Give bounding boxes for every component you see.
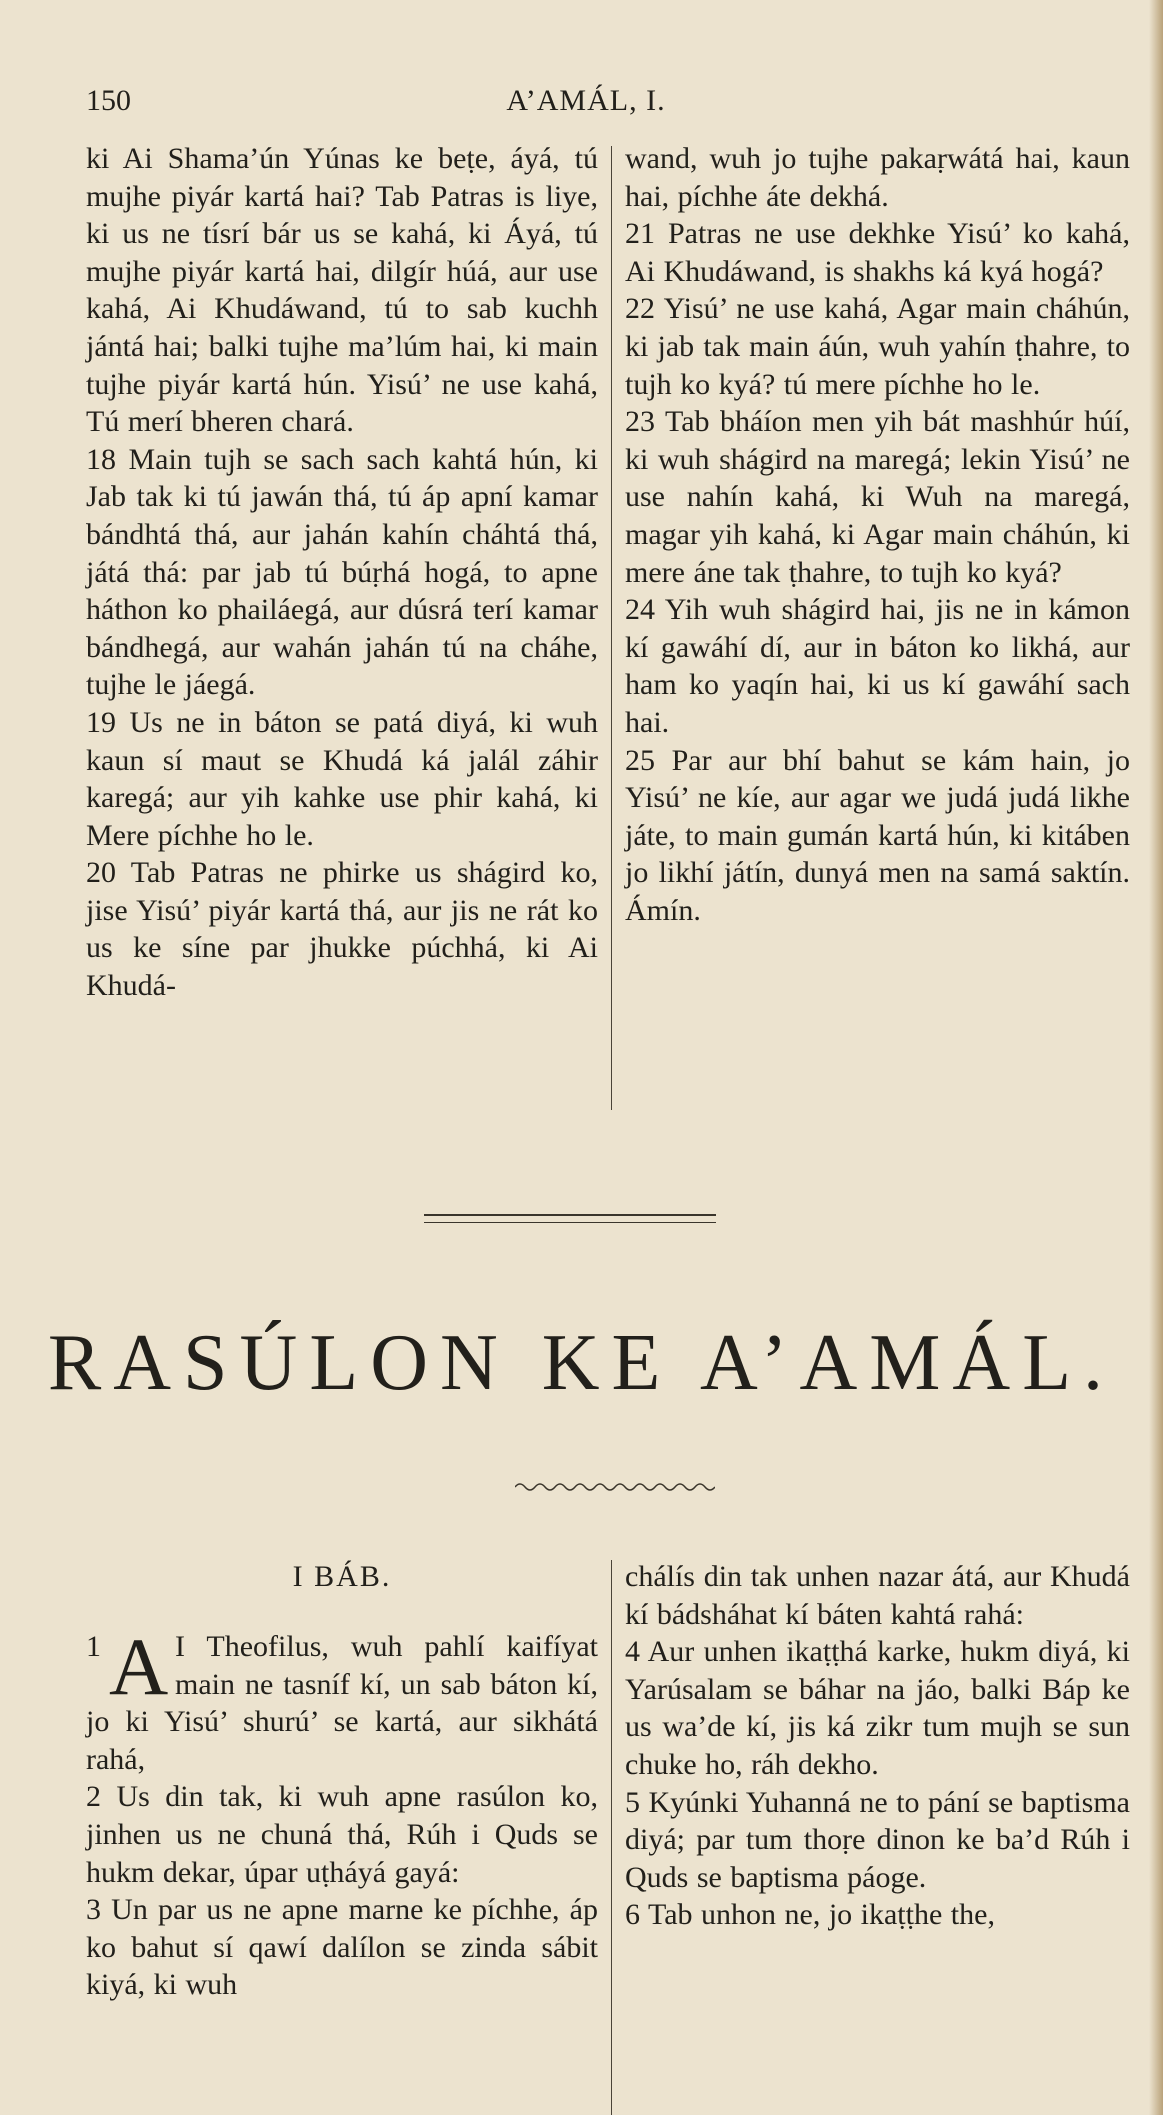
column-divider <box>611 1560 612 2115</box>
verse-1-number: 1 <box>86 1630 101 1663</box>
verse-18: 18 Main tujh se sach sach kahtá hún, ki Jab tak ki tú jawán thá, tú áp apní kamar bándhtá thá, aur jahán kahín cháhtá thá, játá thá: par jab tú búṛhá hogá, to apne háthon ko phailáegá, aur dúsrá terí kamar bándhegá, aur wahán jahán tú na cháhe, tujhe le jáegá. <box>86 442 598 702</box>
verse-19: 19 Us ne in báton se patá diyá, ki wuh kaun sí maut se Khudá ká jalál záhir karegá; aur yih kahke use phir kahá, ki Mere píchhe ho le. <box>86 705 598 852</box>
top-right-column <box>625 140 1130 929</box>
verse-24: 24 Yih wuh shágird hai, jis ne in kámon kí gawáhí dí, aur in báton ko likhá, aur ham ko yaqín hai, ki us kí gawáhí sach hai. <box>625 593 1130 739</box>
column-divider <box>611 146 612 1110</box>
bottom-right-column <box>625 1558 1130 1934</box>
page-header <box>86 84 1126 130</box>
page-edge-shadow <box>1149 0 1163 2115</box>
chapter-heading: I BÁB. <box>292 1560 392 1593</box>
page-number: 150 <box>86 84 131 117</box>
book-title: RASÚLON KE A’AMÁL. <box>47 1319 1116 1407</box>
running-head: A’AMÁL, I. <box>506 84 666 117</box>
paragraph: wand, wuh jo tujhe pakaṛwátá hai, kaun hai, píchhe áte dekhá. <box>625 142 1130 213</box>
verse-23: 23 Tab bháíon men yih bát mashhúr húí, ki wuh shágird na maregá; lekin Yisú’ ne use nahín kahá, ki Wuh na maregá, magar yih kahá, ki Agar main cháhún, ki mere áne tak ṭhahre, to tujh ko kyá? <box>625 405 1130 589</box>
verse-1-text: I Theofilus, wuh pahlí kaifíyat main ne tasníf kí, un sab báton kí, jo ki Yisú’ shurú’ se kartá, aur sikhátá rahá, <box>86 1630 598 1776</box>
verse-4: 4 Aur unhen ikaṭṭhá karke, hukm diyá, ki Yarúsalam se báhar na jáo, balki Báp ke us wa’de kí, jis ká zikr tum mujh se sun chuke ho, ráh dekho. <box>625 1635 1130 1781</box>
verse-21: 21 Patras ne use dekhke Yisú’ ko kahá, Ai Khudáwand, is shakhs ká kyá hogá? <box>625 217 1130 288</box>
bottom-left-column <box>86 1621 598 2004</box>
section-separator-rule <box>424 1214 716 1223</box>
top-left-column <box>86 140 598 1005</box>
verse-6: 6 Tab unhon ne, jo ikaṭṭhe the, <box>625 1898 995 1932</box>
verse-20: 20 Tab Patras ne phirke us shágird ko, jise Yisú’ piyár kartá thá, aur jis ne rát ko us ke síne par jhukke púchhá, ki Ai Khudá- <box>86 856 598 1003</box>
wavy-ornament <box>515 1480 715 1494</box>
verse-3: 3 Un par us ne apne marne ke píchhe, áp ko bahut sí qawí dalílon se zinda sábit kiyá, ki wuh <box>86 1893 598 2002</box>
verse-22: 22 Yisú’ ne use kahá, Agar main cháhún, ki jab tak main áún, wuh yahín ṭhahre, to tujh ko kyá? tú mere píchhe ho le. <box>625 292 1130 401</box>
verse-25: 25 Par aur bhí bahut se kám hain, jo Yisú’ ne kíe, aur agar we judá judá likhe játe, to main gumán kartá hún, ki kitáben jo likhí játín, dunyá men na samá saktín. Ámín. <box>625 743 1130 927</box>
paragraph: ki Ai Shama’ún Yúnas ke beṭe, áyá, tú mujhe piyár kartá hai? Tab Patras is liye, ki us ne tísrí bár us se kahá, ki Áyá, tú mujhe piyár kartá hai, dilgír húá, aur use kahá, Ai Khudáwand, tú to sab kuchh jántá hai; balki tujhe ma’lúm hai, ki main tujhe piyár kartá hún. Yisú’ ne use kahá, Tú merí bheren chará. <box>86 142 598 439</box>
drop-cap: A <box>109 1621 169 1712</box>
verse-1 <box>86 1621 598 1778</box>
verse-2: 2 Us din tak, ki wuh apne rasúlon ko, jinhen us ne chuná thá, Rúh i Quds se hukm dekar, úpar uṭháyá gayá: <box>86 1780 598 1889</box>
paragraph: chálís din tak unhen nazar átá, aur Khudá kí bádsháhat kí báten kahtá rahá: <box>625 1560 1130 1631</box>
verse-5: 5 Kyúnki Yuhanná ne to pání se baptisma diyá; par tum thoṛe dinon ke ba’d Rúh i Quds se baptisma páoge. <box>625 1785 1130 1894</box>
